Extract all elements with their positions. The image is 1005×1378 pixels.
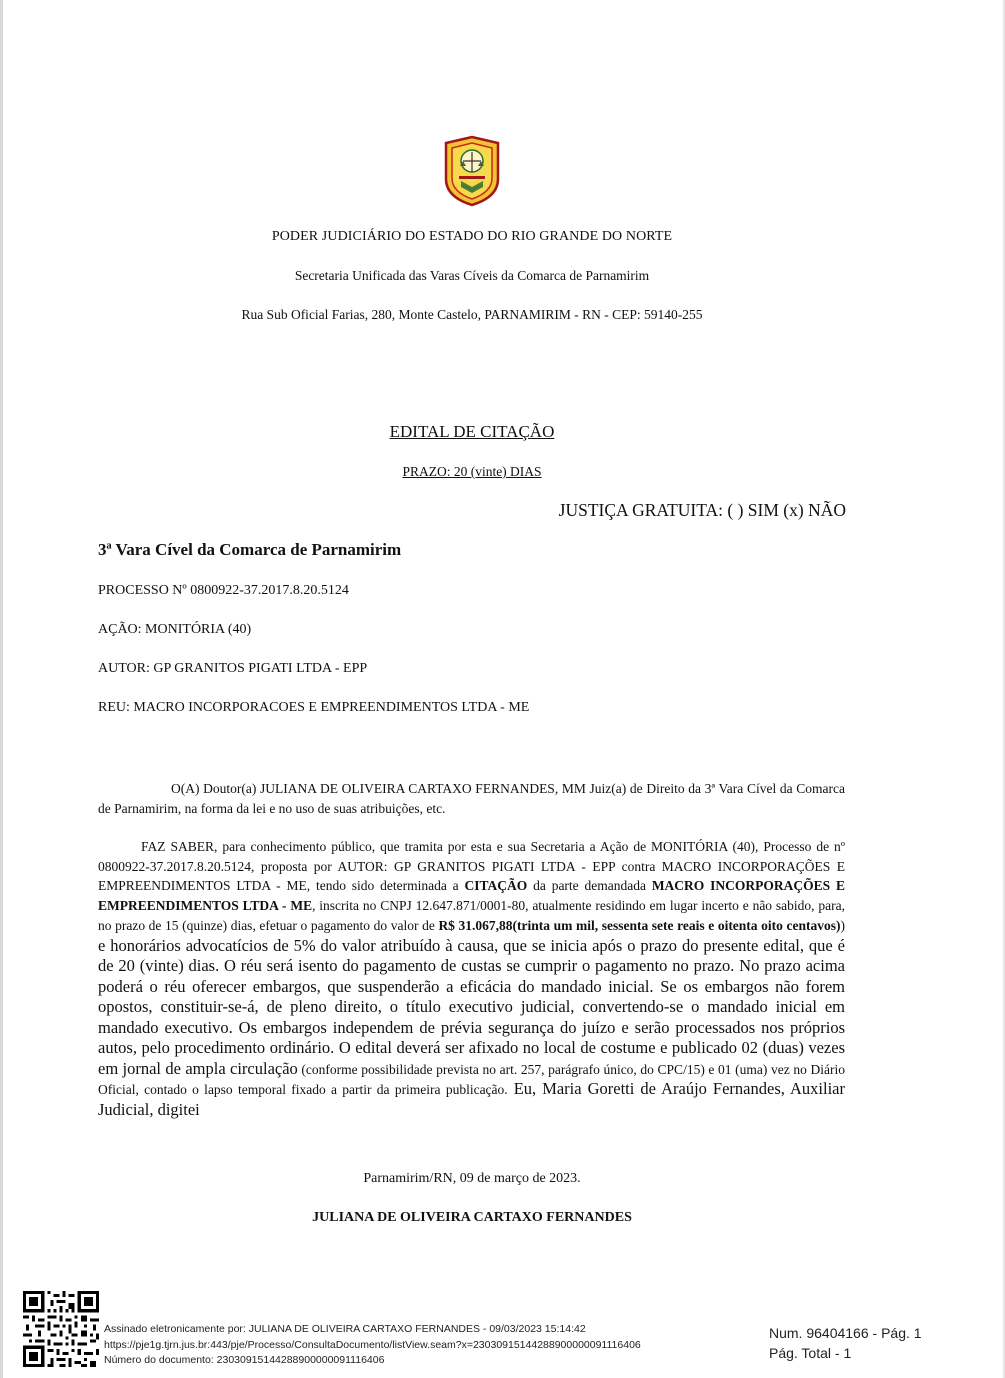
place-date: Parnamirim/RN, 09 de março de 2023.: [363, 1171, 581, 1186]
page-total: Pág. Total - 1: [769, 1345, 852, 1361]
process-number: PROCESSO Nº 0800922-37.2017.8.20.5124: [98, 583, 349, 598]
main-text-part: ): [840, 918, 845, 933]
main-text-bold: CITAÇÃO: [464, 878, 528, 893]
deadline-line: PRAZO: 20 (vinte) DIAS: [402, 464, 542, 479]
signature-footer: [104, 1322, 641, 1369]
court-name: 3ª Vara Cível da Comarca de Parnamirim: [98, 540, 402, 559]
intro-text: O(A) Doutor(a) JULIANA DE OLIVEIRA CARTAXO FERNANDES, MM Juiz(a) de Direito da 3ª Vara Cível da Comarca de Parnamirim, na forma da lei e no uso de suas atribuições, etc.: [98, 781, 845, 816]
main-text-large: Eu, Maria Goretti de Araújo Fernandes, Auxiliar Judicial, digitei: [98, 1079, 845, 1119]
document-number-line: Número do documento: 23030915144288900000091116406: [104, 1354, 385, 1366]
plaintiff: AUTOR: GP GRANITOS PIGATI LTDA - EPP: [98, 661, 368, 676]
amount-text: R$ 31.067,88(trinta um mil, sessenta sete reais e oitenta oito centavos): [438, 918, 841, 933]
secretariat-name: Secretaria Unificada das Varas Cíveis da Comarca de Parnamirim: [294, 268, 650, 283]
intro-paragraph: [98, 779, 845, 818]
page-number-block: [769, 1323, 922, 1363]
defendant: REU: MACRO INCORPORACOES E EMPREENDIMENTOS LTDA - ME: [98, 700, 530, 715]
main-text-large: e honorários advocatícios de 5% do valor atribuído à causa, que se inicia após o prazo do presente edital, que é de 20 (vinte) dias. O réu será isento do pagamento de custas se cumprir o pagamento no prazo. No prazo acima poderá o réu oferecer embargos, que suspenderão a eficácia do mandado inicial. Se os embargos não forem opostos, constituir-se-á, de pleno direito, o título executivo judicial, convertendo-se o mandado inicial em mandado executivo. Os embargos independem de prévia segurança do juízo e serão processados nos próprios autos, pelo procedimento ordinário. O edital deverá ser afixado no local de costume e publicado 02 (duas) vezes em jornal de ampla circulação: [98, 935, 845, 1078]
main-text-part: FAZ SABER, para conhecimento público, que tramita por esta e sua Secretaria a Ação de MONITÓRIA (40), Processo de nº 0800922-37.2017.8.20.5124, proposta por AUTOR: GP GRANITOS PIGATI LTDA - EPP contra MACRO INCORPORAÇÕES E EMPREENDIMENTOS LTDA - ME, tendo sido determinada a: [98, 839, 845, 893]
signed-by-line: Assinado eletronicamente por: JULIANA DE OLIVEIRA CARTAXO FERNANDES - 09/03/2023 15:14:42: [104, 1323, 586, 1335]
main-paragraph: [98, 837, 845, 1120]
court-address: Rua Sub Oficial Farias, 280, Monte Castelo, PARNAMIRIM - RN - CEP: 59140-255: [241, 307, 703, 322]
signer-name: JULIANA DE OLIVEIRA CARTAXO FERNANDES: [312, 1210, 632, 1225]
qr-code-icon: [23, 1291, 99, 1367]
document-url: https://pje1g.tjrn.jus.br:443/pje/Processo/ConsultaDocumento/listView.seam?x=23030915144288900000091116406: [104, 1338, 641, 1351]
main-text-bold: MACRO INCORPORAÇÕES E EMPREENDIMENTOS LTDA - ME: [98, 878, 845, 913]
court-seal-icon: [443, 135, 501, 207]
main-text-part: , inscrita no CNPJ 12.647.871/0001-80, atualmente residindo em lugar incerto e não sabido, para, no prazo de 15 (quinze) dias, efetuar o pagamento do valor de: [98, 897, 845, 933]
document-title: EDITAL DE CITAÇÃO: [389, 422, 555, 441]
main-text-part: da parte demandada: [527, 878, 652, 893]
main-text-part: (conforme possibilidade prevista no art. 257, parágrafo único, do CPC/15) e 01 (uma) vez no Diário Oficial, contado o lapso temporal fixado a partir da primeira publicação.: [98, 1061, 845, 1097]
action-type: AÇÃO: MONITÓRIA (40): [98, 622, 252, 637]
institution-name: PODER JUDICIÁRIO DO ESTADO DO RIO GRANDE DO NORTE: [271, 229, 673, 244]
page-number: Num. 96404166 - Pág. 1: [769, 1325, 922, 1341]
free-justice-line: JUSTIÇA GRATUITA: ( ) SIM (x) NÃO: [558, 500, 846, 520]
